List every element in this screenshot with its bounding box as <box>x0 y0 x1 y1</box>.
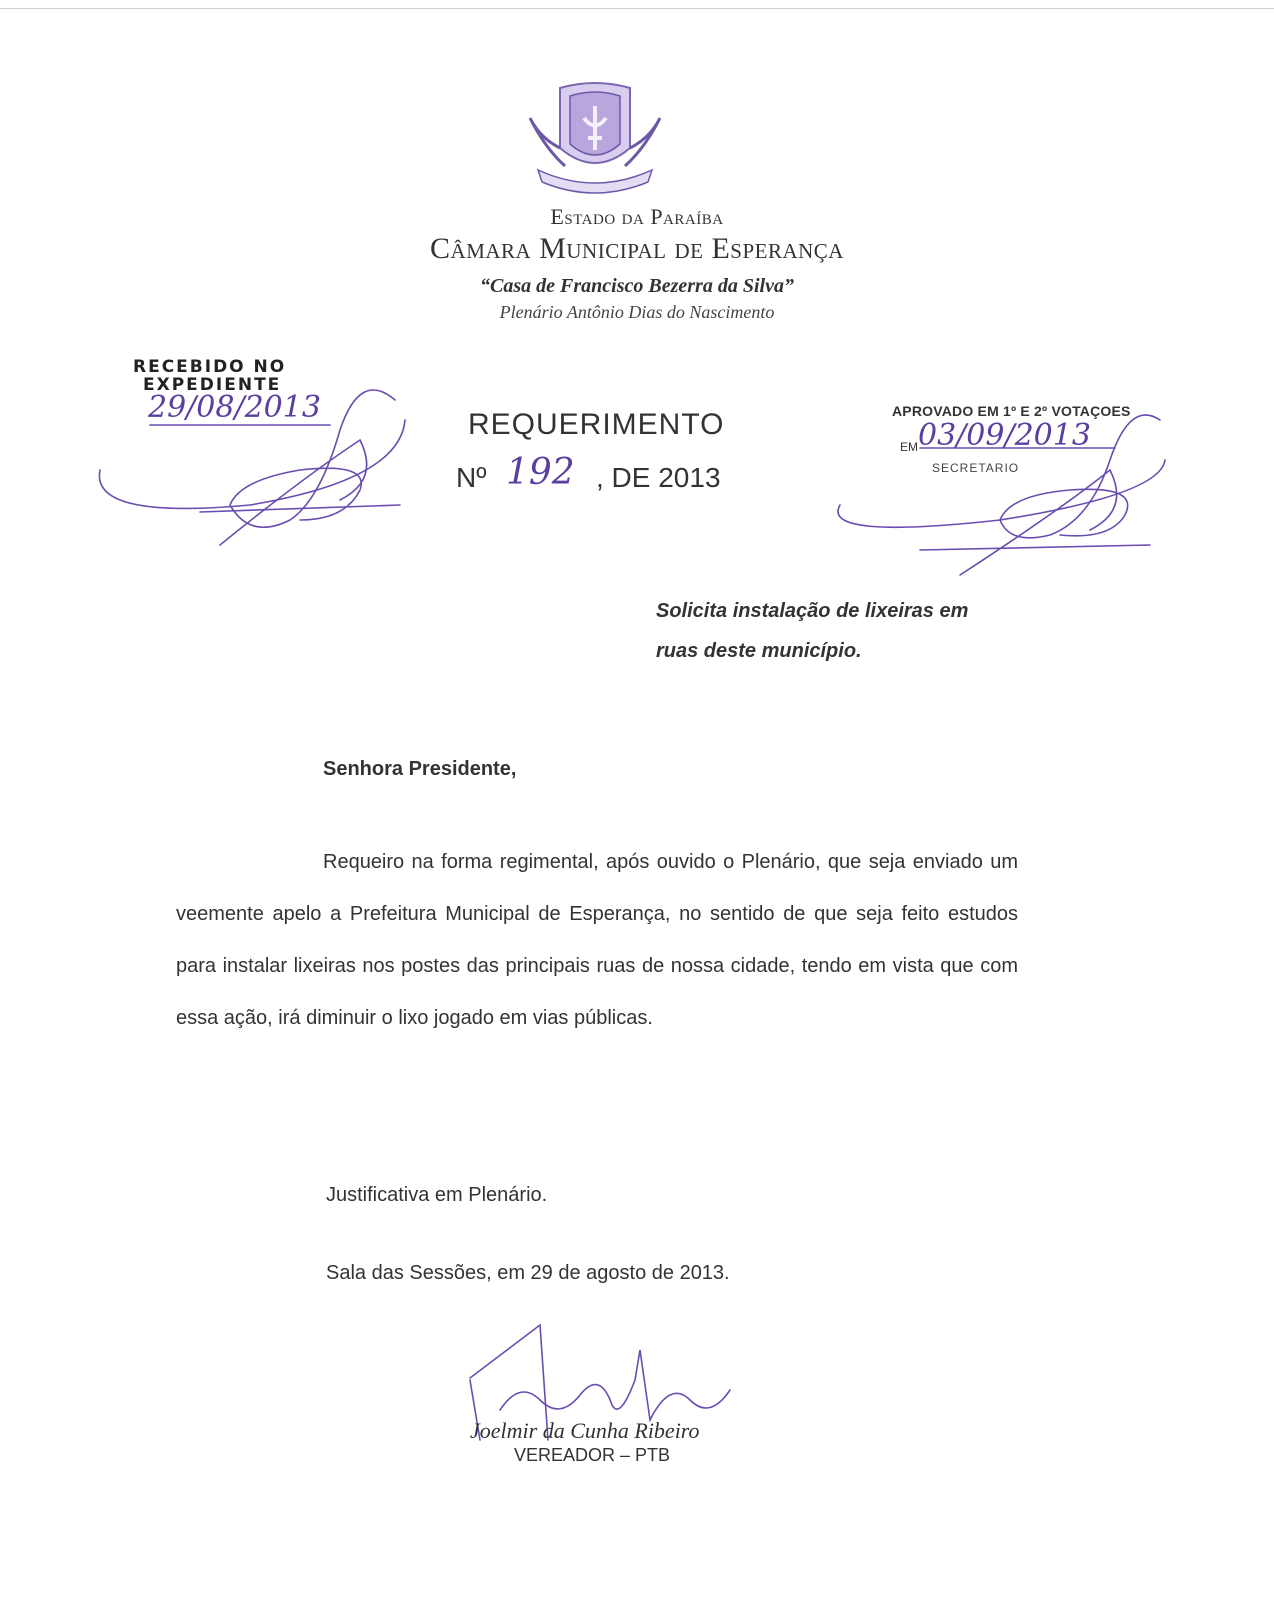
approved-em-label: EM <box>900 440 918 454</box>
author-signature-body <box>500 1350 730 1420</box>
approved-signature-loop <box>1000 415 1160 538</box>
document-number: 192 <box>506 452 575 493</box>
chamber-heading: Câmara Municipal de Esperança <box>430 232 844 265</box>
place-and-date: Sala das Sessões, em 29 de agosto de 2013. <box>326 1262 730 1284</box>
document-title: REQUERIMENTO <box>468 408 725 441</box>
received-signature-stroke <box>220 440 367 545</box>
subject-line2: ruas deste município. <box>656 640 862 662</box>
received-date: 29/08/2013 <box>148 390 321 425</box>
subject-line1: Solicita instalação de lixeiras em <box>656 600 969 622</box>
approved-stamp-text: APROVADO EM 1º E 2º VOTAÇOES <box>892 403 1131 419</box>
received-signature-sweep <box>99 420 405 508</box>
salutation: Senhora Presidente, <box>323 758 517 780</box>
plenary-name: Plenário Antônio Dias do Nascimento <box>499 302 775 322</box>
state-heading: Estado da Paraíba <box>550 204 724 229</box>
approved-secretary-label: SECRETARIO <box>932 461 1020 475</box>
document-year: , DE 2013 <box>596 462 721 493</box>
letter-body: Requeiro na forma regimental, após ouvido o Plenário, que seja enviado um veemente apelo a Prefeitura Municipal de Esperança, no sentido de que seja feito estudos para instalar lixeiras nos postes das principais ruas de nossa cidade, tendo em vista que com essa ação, irá diminuir o lixo jogado em vias públicas. <box>176 851 1018 1029</box>
author-name: Joelmir da Cunha Ribeiro <box>470 1418 700 1443</box>
house-name: “Casa de Francisco Bezerra da Silva” <box>480 275 794 297</box>
approved-signature-line <box>920 545 1150 550</box>
author-role: VEREADOR – PTB <box>514 1445 671 1465</box>
justification: Justificativa em Plenário. <box>326 1184 548 1206</box>
received-stamp-line1: RECEBIDO NO <box>133 357 287 377</box>
number-label: Nº <box>456 462 487 493</box>
approved-date: 03/09/2013 <box>918 418 1091 453</box>
received-stamp-line2: EXPEDIENTE <box>143 375 282 395</box>
